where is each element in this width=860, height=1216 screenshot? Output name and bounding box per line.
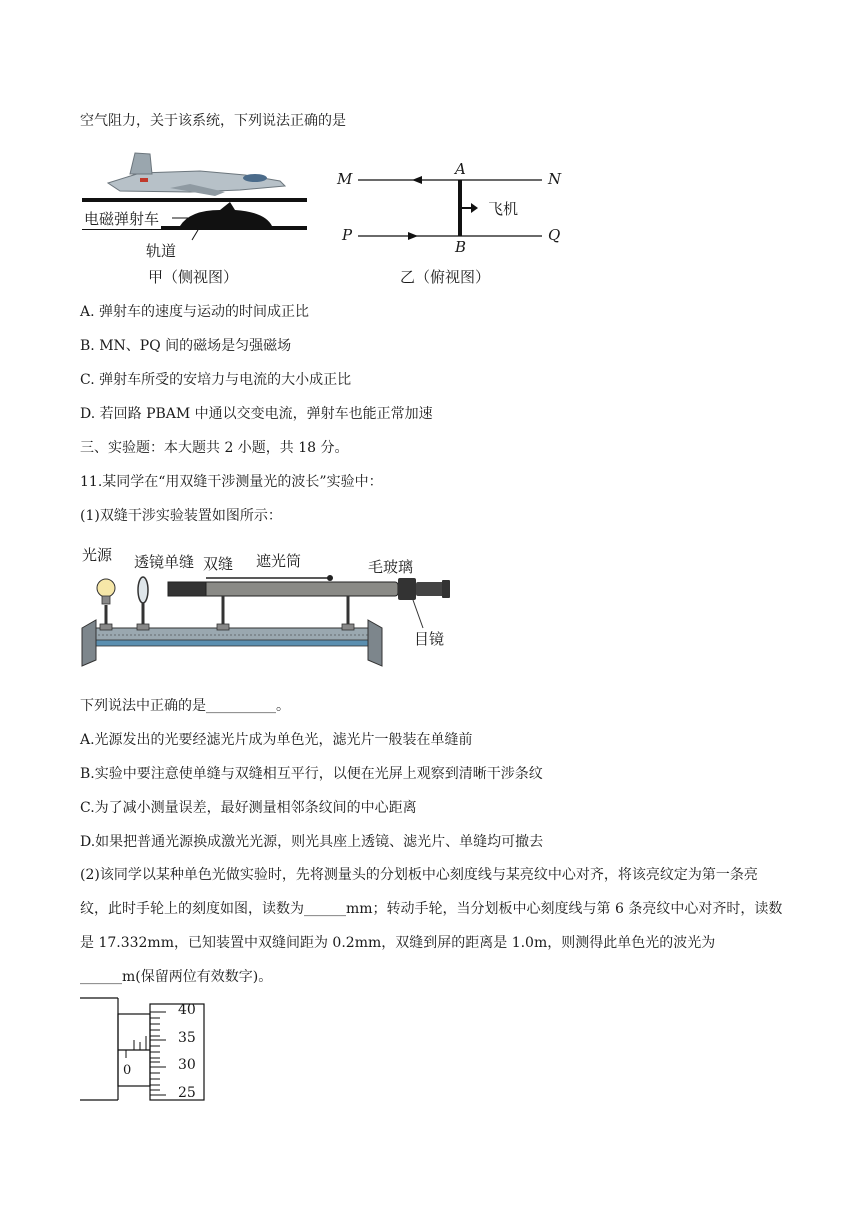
q10-option-d: D. 若回路 PBAM 中通以交变电流，弹射车也能正常加速 <box>80 406 433 422</box>
label-double-slit: 双缝 <box>203 555 234 573</box>
micrometer-zero-label: 0 <box>123 1063 132 1078</box>
q11-option-d: D.如果把普通光源换成激光光源，则光具座上透镜、滤光片、单缝均可撤去 <box>80 834 544 850</box>
micrometer-tick-35: 35 <box>178 1030 196 1046</box>
q11-stem: 11.某同学在“用双缝干涉测量光的波长”实验中： <box>80 474 383 490</box>
q11-part1: (1)双缝干涉实验装置如图所示： <box>80 508 282 524</box>
plane-label: 飞机 <box>488 200 519 218</box>
question-stem-tail: 空气阻力，关于该系统，下列说法正确的是 <box>80 113 346 129</box>
q10-option-a: A. 弹射车的速度与运动的时间成正比 <box>80 304 310 320</box>
q11-option-c: C.为了减小测量误差，最好测量相邻条纹间的中心距离 <box>80 800 417 816</box>
micrometer-tick-30: 30 <box>178 1057 196 1073</box>
thimble-ticks <box>150 1012 166 1095</box>
label-a: A <box>455 160 466 178</box>
q11-option-a: A.光源发出的光要经滤光片成为单色光，滤光片一般装在单缝前 <box>80 732 473 748</box>
q11-prompt: 下列说法中正确的是__________。 <box>80 698 290 714</box>
micrometer-tick-25: 25 <box>178 1085 196 1101</box>
figure-top-view <box>330 158 570 258</box>
q11-part2: (2)该同学以某种单色光做实验时，先将测量头的分划板中心刻度线与某亮纹中心对齐，将该亮纹定为第一条亮纹，此时手轮上的刻度如图，读数为______mm；转动手轮，当分划板中心刻度线与第 6 条亮纹中心对齐时，读数是 17.332mm，已知装置中双缝间距为 0.2mm，双缝到屏的距离是 1.0m，则测得此单色光的波光为______m(保留两位有效数字)。 <box>80 867 783 985</box>
label-light-source: 光源 <box>82 546 113 564</box>
section-heading: 三、实验题：本大题共 2 小题，共 18 分。 <box>80 440 349 456</box>
label-q: Q <box>548 226 561 244</box>
q11-option-b: B.实验中要注意使单缝与双缝相互平行，以便在光屏上观察到清晰干涉条纹 <box>80 766 543 782</box>
top-view-caption: 乙（俯视图） <box>400 268 491 286</box>
q10-option-c: C. 弹射车所受的安培力与电流的大小成正比 <box>80 372 352 388</box>
car-label: 电磁弹射车 <box>84 210 160 228</box>
bar-ab <box>458 180 462 236</box>
label-eyepiece: 目镜 <box>414 630 445 648</box>
launch-car-shape <box>180 202 272 226</box>
jet-image <box>108 153 285 196</box>
arrow-left-icon <box>412 176 422 184</box>
q10-option-b: B. MN、PQ 间的磁场是匀强磁场 <box>80 338 292 354</box>
label-p: P <box>342 226 353 244</box>
label-m: M <box>337 170 353 188</box>
plane-arrow-icon <box>471 203 478 213</box>
micrometer-tick-40: 40 <box>178 1002 196 1018</box>
upper-rail <box>82 198 307 202</box>
label-frosted-glass: 毛玻璃 <box>368 558 414 576</box>
arrow-right-icon <box>408 232 418 240</box>
side-view-caption: 甲（侧视图） <box>148 268 239 286</box>
track-label: 轨道 <box>146 242 177 260</box>
label-b: B <box>455 238 467 256</box>
label-lens-slit: 透镜单缝 <box>134 553 195 571</box>
label-tube: 遮光筒 <box>256 552 302 570</box>
label-n: N <box>548 170 562 188</box>
